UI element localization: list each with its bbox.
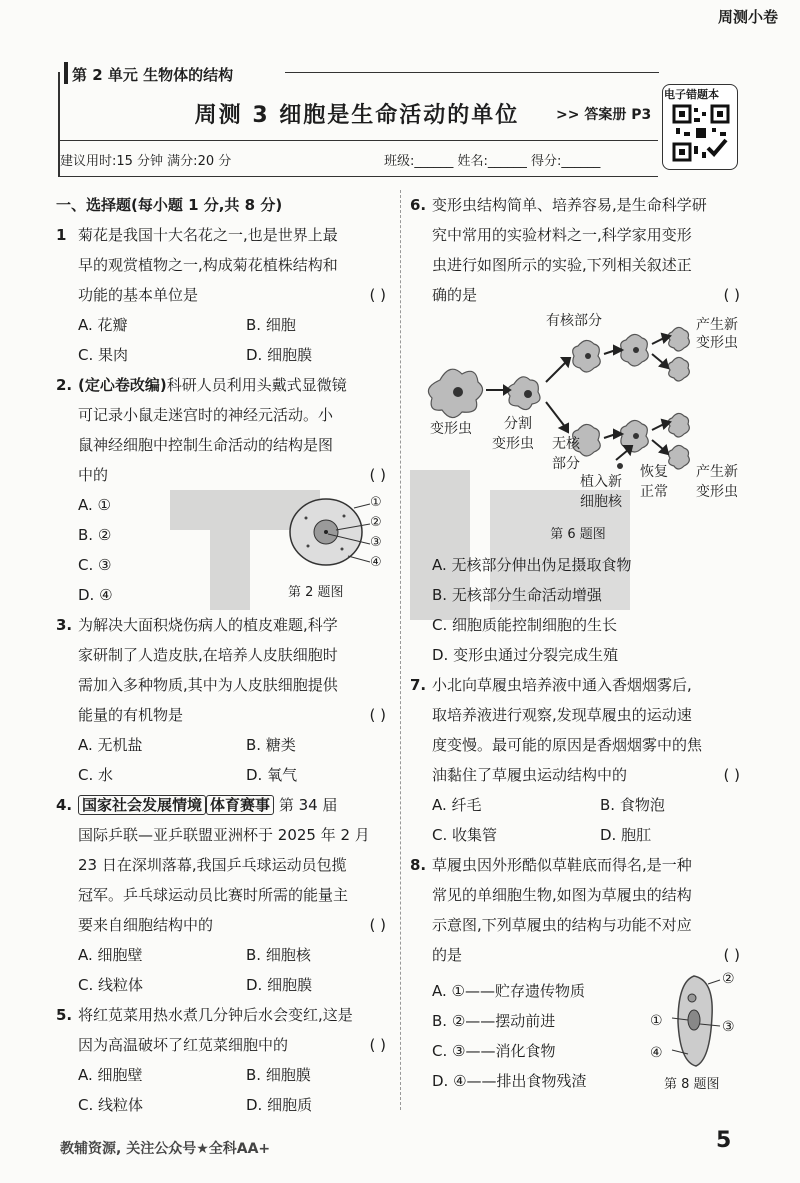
option-d[interactable]: D. 变形虫通过分裂完成生殖 [432, 646, 619, 664]
option-b[interactable]: B. 无核部分生命活动增强 [432, 586, 602, 604]
fig6-new-amoeba-label-1a: 产生新 [696, 317, 738, 333]
fig8-label-1: ① [650, 1013, 663, 1029]
q5-line1 [56, 1000, 392, 1030]
q1-line2: 早的观赏植物之一,构成菊花植株结构和 [78, 256, 338, 274]
q3-line3: 需加入多种物质,其中为人皮肤细胞提供 [78, 676, 338, 694]
fig6-new-amoeba-label-1b: 变形虫 [696, 335, 738, 351]
fig6-amoeba-label: 变形虫 [430, 421, 472, 437]
footer-text: 教辅资源, 关注公众号★全科AA+ [60, 1141, 271, 1157]
option-a[interactable]: A. 纤毛 [432, 796, 482, 814]
fig6-implant-label-b: 细胞核 [580, 494, 622, 510]
q6-text-end: 确的是 [432, 286, 478, 304]
q7-line3: 度变慢。最可能的原因是香烟烟雾中的焦 [432, 736, 703, 754]
q6-text: 变形虫结构简单、培养容易,是生命科学研 [432, 196, 707, 214]
header-rule [285, 72, 659, 73]
option-a[interactable]: A. 无核部分伸出伪足摄取食物 [432, 556, 632, 574]
q1-options-ab [56, 310, 392, 340]
q4-options-cd [56, 970, 392, 1000]
fig8-label-3: ③ [722, 1019, 735, 1035]
q2-number: 2. [56, 376, 73, 394]
fig8-label-2: ② [722, 971, 735, 987]
left-column [56, 190, 392, 1120]
q5-options-cd [56, 1090, 392, 1120]
q4-text-end: 要来自细胞结构中的 [78, 916, 214, 934]
fig2-label-2: ② [370, 515, 382, 530]
class-name-score-fields: 班级:______ 姓名:______ 得分:______ [384, 154, 601, 169]
q5-text: 将红苋菜用热水煮几分钟后水会变红,这是 [78, 1006, 353, 1024]
q8-figure-block [410, 970, 746, 1100]
fig6-anucleate-label-b: 部分 [552, 456, 580, 472]
q3-line4 [56, 700, 392, 730]
qr-label: 电子错题本 [664, 88, 719, 101]
unit-label: 第 2 单元 生物体的结构 [72, 66, 234, 84]
q3-text-end: 能量的有机物是 [78, 706, 184, 724]
option-b[interactable]: B. 细胞核 [246, 946, 311, 964]
q2-line2: 可记录小鼠走迷宫时的神经元活动。小 [78, 406, 334, 424]
q7-options-ab [410, 790, 746, 820]
q7-text: 小北向草履虫培养液中通入香烟烟雾后, [432, 676, 692, 694]
fig6-recover-label-a: 恢复 [640, 464, 668, 480]
q1-line3 [56, 280, 392, 310]
fig2-label-3: ③ [370, 535, 382, 550]
paramecium-diagram [664, 972, 724, 1070]
topic-tag: 体育赛事 [206, 795, 274, 815]
fig6-recover-label-b: 正常 [640, 484, 668, 500]
fig2-label-1: ① [370, 495, 382, 510]
q3-line1 [56, 610, 392, 640]
q1-number: 1 [56, 226, 67, 244]
header-mid-rule [58, 140, 658, 141]
option-c[interactable]: C. 线粒体 [78, 1096, 144, 1114]
option-d[interactable]: D. 细胞膜 [246, 976, 313, 994]
q6-line1 [410, 190, 746, 220]
q7-number: 7. [410, 676, 427, 694]
q2-source-tag: (定心卷改编) [78, 376, 167, 394]
q8-line2: 常见的单细胞生物,如图为草履虫的结构 [432, 886, 692, 904]
fig2-caption: 第 2 题图 [288, 585, 344, 600]
q8-line1 [410, 850, 746, 880]
fig6-nucleated-part-label: 有核部分 [546, 313, 602, 329]
fig6-new-amoeba-label-2b: 变形虫 [696, 484, 738, 500]
option-d[interactable]: D. 氧气 [246, 766, 298, 784]
answer-blank: ( ) [723, 286, 740, 304]
q2-figure-block [56, 490, 392, 610]
section-heading: 一、选择题(每小题 1 分,共 8 分) [56, 196, 283, 214]
option-b[interactable]: B. ②——摆动前进 [432, 1012, 556, 1030]
qr-code-icon[interactable] [672, 104, 730, 162]
q5-line2 [56, 1030, 392, 1060]
answer-blank: ( ) [723, 766, 740, 784]
fig6-caption: 第 6 题图 [550, 527, 606, 542]
option-c[interactable]: C. 细胞质能控制细胞的生长 [432, 616, 618, 634]
q7-line4 [410, 760, 746, 790]
q3-options-cd [56, 760, 392, 790]
q4-number: 4. [56, 796, 73, 814]
q8-number: 8. [410, 856, 427, 874]
q2-text-end: 中的 [78, 466, 109, 484]
right-column [410, 190, 746, 1100]
q3-text: 为解决大面积烧伤病人的植皮难题,科学 [78, 616, 338, 634]
answer-blank: ( ) [369, 466, 386, 484]
q4-line3: 23 日在深圳落幕,我国乒乓球运动员包揽 [78, 856, 347, 874]
option-b[interactable]: B. 细胞 [246, 316, 296, 334]
answer-blank: ( ) [369, 1036, 386, 1054]
option-a[interactable]: A. 花瓣 [78, 316, 128, 334]
q4-line5 [56, 910, 392, 940]
option-a[interactable]: A. ① [78, 496, 111, 514]
fig2-label-4: ④ [370, 555, 382, 570]
answer-blank: ( ) [369, 706, 386, 724]
q6-line2: 究中常用的实验材料之一,科学家用变形 [432, 226, 692, 244]
option-b[interactable]: B. 细胞膜 [246, 1066, 311, 1084]
option-c[interactable]: C. 收集管 [432, 826, 498, 844]
fig6-anucleate-label-a: 无核 [552, 436, 580, 452]
answer-reference: >> 答案册 P3 [556, 107, 652, 123]
q4-text: 第 34 届 [278, 796, 338, 814]
option-c[interactable]: C. ③——消化食物 [432, 1042, 556, 1060]
q3-options-ab [56, 730, 392, 760]
fig8-caption: 第 8 题图 [664, 1077, 720, 1092]
option-d[interactable]: D. 细胞膜 [246, 346, 313, 364]
option-a[interactable]: A. ①——贮存遗传物质 [432, 982, 585, 1000]
q5-number: 5. [56, 1006, 73, 1024]
answer-blank: ( ) [369, 286, 386, 304]
q3-line2: 家研制了人造皮肤,在培养人皮肤细胞时 [78, 646, 338, 664]
q4-line4: 冠军。乒乓球运动员比赛时所需的能量主 [78, 886, 349, 904]
q6-line3: 虫进行如图所示的实验,下列相关叙述正 [432, 256, 692, 274]
q8-text: 草履虫因外形酷似草鞋底而得名,是一种 [432, 856, 692, 874]
fig6-split-label-a: 分割 [504, 416, 532, 432]
q7-line1 [410, 670, 746, 700]
q6-number: 6. [410, 196, 427, 214]
corner-tag: 周测小卷 [717, 8, 778, 26]
q8-text-end: 的是 [432, 946, 463, 964]
q2-line4 [56, 460, 392, 490]
context-tag: 国家社会发展情境 [78, 795, 206, 815]
q7-text-end: 油黏住了草履虫运动结构中的 [432, 766, 628, 784]
option-c[interactable]: C. 水 [78, 766, 114, 784]
option-a[interactable]: A. 细胞壁 [78, 946, 143, 964]
option-d[interactable]: D. ④ [78, 586, 113, 604]
option-b[interactable]: B. 糖类 [246, 736, 296, 754]
q7-line2: 取培养液进行观察,发现草履虫的运动速 [432, 706, 692, 724]
fig6-split-label-b: 变形虫 [492, 436, 534, 452]
fig6-implant-label-a: 植入新 [580, 474, 622, 490]
q4-options-ab [56, 940, 392, 970]
option-d[interactable]: D. 细胞质 [246, 1096, 313, 1114]
answer-blank: ( ) [369, 916, 386, 934]
option-b[interactable]: B. ② [78, 526, 112, 544]
option-d[interactable]: D. ④——排出食物残渣 [432, 1072, 587, 1090]
q4-line1 [56, 790, 392, 820]
q2-text: 科研人员利用头戴式显微镜 [166, 376, 347, 394]
option-c[interactable]: C. 果肉 [78, 346, 129, 364]
fig8-label-4: ④ [650, 1045, 663, 1061]
q1-options-cd [56, 340, 392, 370]
option-c[interactable]: C. 线粒体 [78, 976, 144, 994]
q1-line1 [56, 220, 392, 250]
fig6-new-amoeba-label-2a: 产生新 [696, 464, 738, 480]
header-bottom-rule [58, 176, 658, 177]
q5-options-ab [56, 1060, 392, 1090]
q2-line3: 鼠神经细胞中控制生命活动的结构是图 [78, 436, 334, 454]
time-score-meta: 建议用时:15 分钟 满分:20 分 [60, 154, 232, 169]
q5-text-end: 因为高温破坏了红苋菜细胞中的 [78, 1036, 289, 1054]
q1-text: 菊花是我国十大名花之一,也是世界上最 [78, 226, 338, 244]
q8-line4 [410, 940, 746, 970]
option-b[interactable]: B. 食物泡 [600, 796, 665, 814]
option-a[interactable]: A. 无机盐 [78, 736, 143, 754]
nerve-cell-diagram [286, 494, 382, 574]
answer-blank: ( ) [723, 946, 740, 964]
page-number: 5 [716, 1128, 732, 1153]
q8-line3: 示意图,下列草履虫的结构与功能不对应 [432, 916, 692, 934]
option-a[interactable]: A. 细胞壁 [78, 1066, 143, 1084]
q1-text-end: 功能的基本单位是 [78, 286, 199, 304]
q3-number: 3. [56, 616, 73, 634]
unit-bar [64, 62, 68, 84]
q2-line1 [56, 370, 392, 400]
option-c[interactable]: C. ③ [78, 556, 112, 574]
option-d[interactable]: D. 胞肛 [600, 826, 652, 844]
amoeba-experiment-figure [410, 310, 746, 526]
q4-line2: 国际乒联—亚乒联盟亚洲杯于 2025 年 2 月 [78, 826, 370, 844]
q7-options-cd [410, 820, 746, 850]
page-title: 周测 3 细胞是生命活动的单位 [194, 103, 520, 128]
